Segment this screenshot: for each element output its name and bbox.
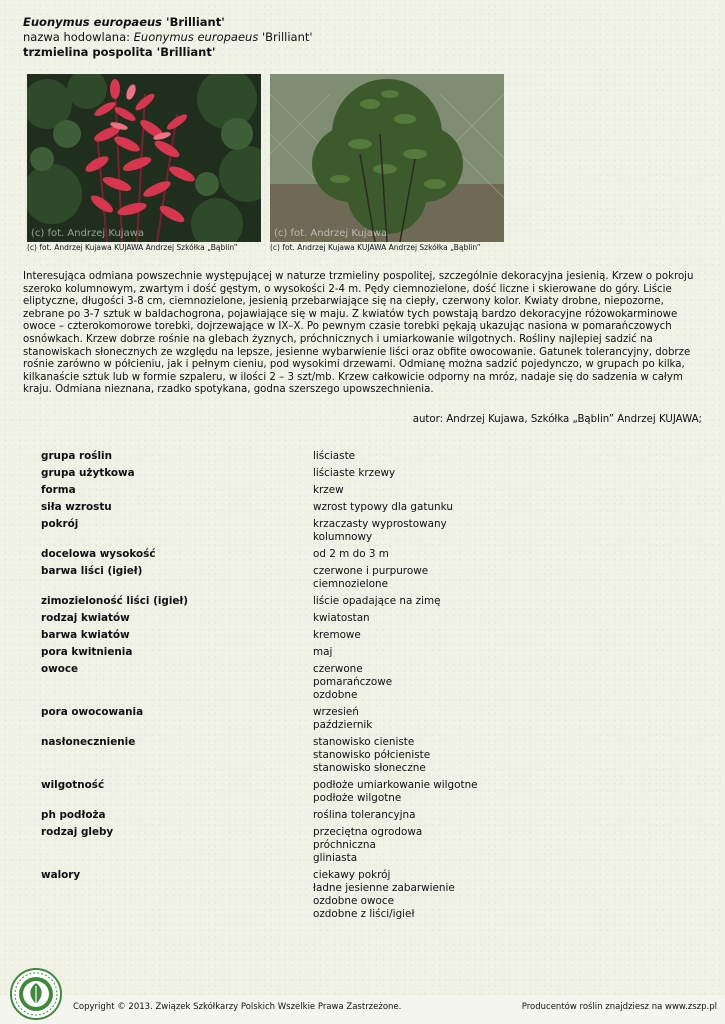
property-values (313, 450, 511, 463)
property-row (41, 779, 511, 805)
property-value: stanowisko cieniste (313, 736, 415, 748)
property-values (313, 706, 511, 732)
property-value: ciemnozielone (313, 578, 389, 590)
polish-name: trzmielina pospolita 'Brilliant' (23, 45, 216, 59)
plant-title (23, 15, 313, 30)
property-value: podłoże wilgotne (313, 792, 402, 804)
photo-autumn-image (27, 74, 261, 242)
property-value: wrzesień (313, 706, 359, 718)
property-row (41, 565, 511, 591)
property-value: ozdobne (313, 689, 358, 701)
property-key: barwa kwiatów (41, 629, 130, 641)
properties-table (41, 450, 511, 925)
property-value: kremowe (313, 629, 361, 641)
photo-caption: (c) fot. Andrzej Kujawa KUJAWA Andrzej Szkółka „Bąblin” (27, 243, 238, 252)
property-row (41, 484, 511, 497)
property-value: stanowisko półcieniste (313, 749, 431, 761)
property-key: grupa roślin (41, 450, 112, 462)
property-value: czerwone (313, 663, 363, 675)
property-value: liściaste (313, 450, 356, 462)
latin-name: Euonymus europaeus (23, 15, 163, 29)
property-value: wzrost typowy dla gatunku (313, 501, 453, 513)
property-values (313, 501, 511, 514)
property-values (313, 467, 511, 480)
property-value: kwiatostan (313, 612, 370, 624)
property-row (41, 501, 511, 514)
property-row (41, 518, 511, 544)
property-key: ph podłoża (41, 809, 106, 821)
photo-watermark: (c) fot. Andrzej Kujawa (274, 228, 388, 239)
property-value: próchniczna (313, 839, 376, 851)
property-key: pokrój (41, 518, 79, 530)
property-row (41, 706, 511, 732)
property-row (41, 548, 511, 561)
photo-caption: (c) fot. Andrzej Kujawa KUJAWA Andrzej Szkółka „Bąblin” (270, 243, 481, 252)
breeding-cultivar: 'Brilliant' (261, 30, 313, 44)
property-values (313, 736, 511, 775)
property-key: rodzaj kwiatów (41, 612, 130, 624)
property-value: ozdobne z liści/igieł (313, 908, 415, 920)
breeding-name (23, 30, 313, 45)
property-key: rodzaj gleby (41, 826, 114, 838)
property-value: ciekawy pokrój (313, 869, 391, 881)
property-values (313, 612, 511, 625)
author-line: autor: Andrzej Kujawa, Szkółka „Bąblin” Andrzej KUJAWA; (412, 414, 702, 425)
photo-green-image (270, 74, 504, 242)
photo-watermark: (c) fot. Andrzej Kujawa (31, 228, 145, 239)
property-value: podłoże umiarkowanie wilgotne (313, 779, 478, 791)
plant-header (23, 15, 313, 60)
plant-description: Interesująca odmiana powszechnie występującej w naturze trzmieliny pospolitej, szczególnie dekoracyjna jesienią. Krzew o pokroju szeroko kolumnowym, zwartym i dość gęstym, o wysokości 2-4 m. Pędy ciemnozielone, dość liczne i skierowane do góry. Liście eliptyczne, długości 3-8 cm, ciemnozielone, jesienią przebarwiające się na ciepły, czerwony kolor. Kwiaty drobne, niepozorne, zebrane po 3-7 sztuk w baldachogrona, pojawiające się w maju. Z kwiatów tych powstają bardzo dekoracyjne różowokarminowe owoce – czterokomorowe torebki, dojrzewające w IX–X. Po pewnym czasie torebki pękają ukazując nasiona w pomarańczowych osnówkach. Krzew dobrze rośnie na glebach żyznych, próchnicznych i umiarkowanie wilgotnych. Rośliny najlepiej sadzić na stanowiskach słonecznych ze względu na lepsze, jesienne wybarwienie liści oraz obfite owocowanie. Gatunek tolerancyjny, dobrze rośnie zarówno w półcieniu, jak i pełnym cieniu, pod wysokimi drzewami. Odmianę można sadzić pojedynczo, w grupach po kilka, kilkanaście sztuk lub w formie szpaleru, w ilości 2 – 3 szt/mb. Krzew całkowicie odporny na mróz, nadaje się do sadzenia w całym kraju. Odmiana nieznana, rzadko spotykana, godna szerszego upowszechnienia. (23, 271, 694, 396)
property-key: forma (41, 484, 76, 496)
property-values (313, 663, 511, 702)
property-row (41, 809, 511, 822)
property-values (313, 779, 511, 805)
photo-green-shrub (270, 74, 504, 242)
property-values (313, 646, 511, 659)
property-key: owoce (41, 663, 79, 675)
property-value: od 2 m do 3 m (313, 548, 389, 560)
property-values (313, 484, 511, 497)
property-key: nasłonecznienie (41, 736, 136, 748)
property-value: ładne jesienne zabarwienie (313, 882, 455, 894)
property-key: zimozieloność liści (igieł) (41, 595, 189, 607)
property-row (41, 467, 511, 480)
property-values (313, 826, 511, 865)
property-value: maj (313, 646, 333, 658)
photo-autumn-shrub (27, 74, 261, 242)
property-values (313, 809, 511, 822)
breeding-latin: Euonymus europaeus (133, 30, 259, 44)
property-value: przeciętna ogrodowa (313, 826, 423, 838)
property-row (41, 450, 511, 463)
property-row (41, 826, 511, 865)
producers-link[interactable]: Producentów roślin znajdziesz na www.zszp.pl (521, 1002, 717, 1012)
property-value: kolumnowy (313, 531, 373, 543)
property-value: ozdobne owoce (313, 895, 394, 907)
property-key: walory (41, 869, 81, 881)
property-key: grupa użytkowa (41, 467, 135, 479)
property-value: liściaste krzewy (313, 467, 396, 479)
property-row (41, 663, 511, 702)
property-key: siła wzrostu (41, 501, 112, 513)
logo-icon (10, 968, 62, 1020)
property-key: wilgotność (41, 779, 105, 791)
cultivar-name: 'Brilliant' (166, 15, 225, 29)
property-value: roślina tolerancyjna (313, 809, 416, 821)
property-values (313, 548, 511, 561)
zszp-logo (10, 968, 62, 1020)
property-row (41, 595, 511, 608)
property-value: krzew (313, 484, 344, 496)
property-row (41, 736, 511, 775)
property-key: pora kwitnienia (41, 646, 133, 658)
property-value: gliniasta (313, 852, 358, 864)
property-value: pomarańczowe (313, 676, 393, 688)
property-value: październik (313, 719, 373, 731)
property-values (313, 595, 511, 608)
breeding-prefix: nazwa hodowlana: (23, 30, 130, 44)
property-key: pora owocowania (41, 706, 144, 718)
property-values (313, 629, 511, 642)
property-value: czerwone i purpurowe (313, 565, 429, 577)
property-values (313, 565, 511, 591)
copyright-text: Copyright © 2013. Związek Szkółkarzy Polskich Wszelkie Prawa Zastrzeżone. (73, 1002, 402, 1012)
property-row (41, 869, 511, 921)
property-row (41, 612, 511, 625)
property-value: liście opadające na zimę (313, 595, 441, 607)
property-values (313, 518, 511, 544)
property-values (313, 869, 511, 921)
property-row (41, 646, 511, 659)
property-value: krzaczasty wyprostowany (313, 518, 447, 530)
property-row (41, 629, 511, 642)
property-key: docelowa wysokość (41, 548, 156, 560)
property-value: stanowisko słoneczne (313, 762, 426, 774)
property-key: barwa liści (igieł) (41, 565, 143, 577)
